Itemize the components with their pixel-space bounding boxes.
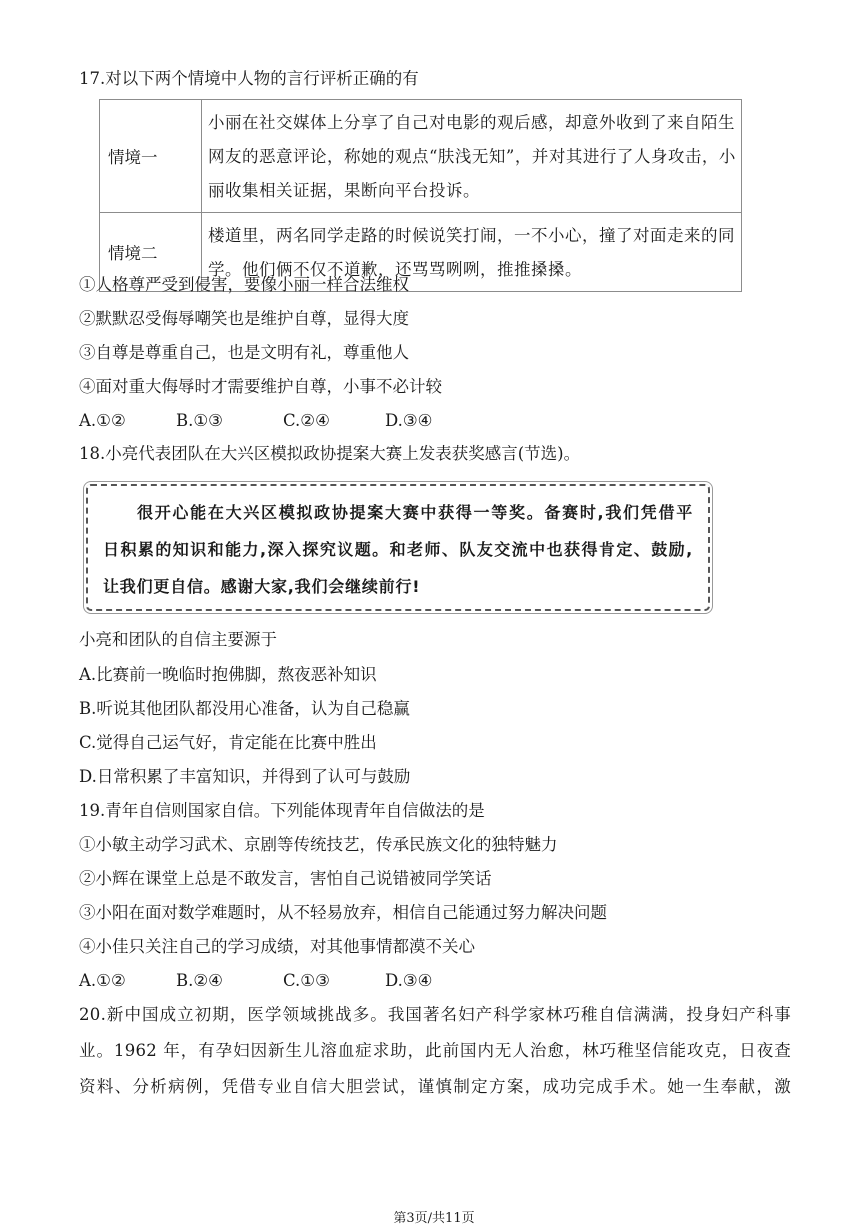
q19-item: ①小敏主动学习武术、京剧等传统技艺，传承民族文化的独特魅力 [79,835,558,854]
q18-option-a: A.比赛前一晚临时抱佛脚，熬夜恶补知识 [79,665,377,684]
q17-item: ④面对重大侮辱时才需要维护自尊，小事不必计较 [79,377,442,396]
q18-option-c: C.觉得自己运气好，肯定能在比赛中胜出 [79,733,377,752]
scenario-table [99,99,742,292]
page-number: 第3页/共11页 [393,1211,475,1226]
q19-item: ②小辉在课堂上总是不敢发言，害怕自己说错被同学笑话 [79,869,492,888]
scene-2-line: 楼道里，两名同学走路的时候说笑打闹，一不小心，撞了对面走来的同 [208,226,735,245]
q18-stem: 18.小亮代表团队在大兴区模拟政协提案大赛上发表获奖感言(节选)。 [79,444,581,463]
q20-line: 20.新中国成立初期，医学领域挑战多。我国著名妇产科学家林巧稚自信满满，投身妇产科事 [79,1005,791,1024]
q18-option-b: B.听说其他团队都没用心准备，认为自己稳赢 [79,699,410,718]
q17-choice-d: D.③④ [385,411,433,430]
scene-2-label: 情境二 [100,213,202,292]
speech-line: 日积累的知识和能力,深入探究议题。和老师、队友交流中也获得肯定、鼓励, [103,540,693,559]
q19-choice-c: C.①③ [283,971,330,990]
q17-item: ③自尊是尊重自己，也是文明有礼，尊重他人 [79,343,409,362]
q17-item: ②默默忍受侮辱嘲笑也是维护自尊，显得大度 [79,309,409,328]
q19-item: ④小佳只关注自己的学习成绩，对其他事情都漠不关心 [79,937,475,956]
scene-1-label: 情境一 [100,100,202,213]
q18-option-d: D.日常积累了丰富知识，并得到了认可与鼓励 [79,767,411,786]
q19-item: ③小阳在面对数学难题时，从不轻易放弃，相信自己能通过努力解决问题 [79,903,607,922]
q20-line: 业。1962 年，有孕妇因新生儿溶血症求助，此前国内无人治愈，林巧稚坚信能攻克，日夜查 [79,1041,791,1060]
scene-1-text [202,100,742,213]
speech-line: 让我们更自信。感谢大家,我们会继续前行! [103,577,421,596]
q19-choice-b: B.②④ [176,971,223,990]
speech-line: 很开心能在大兴区模拟政协提案大赛中获得一等奖。备赛时,我们凭借平 [137,503,693,522]
q17-item: ①人格尊严受到侵害，要像小丽一样合法维权 [79,275,409,294]
q17-choice-a: A.①② [79,411,126,430]
q19-stem: 19.青年自信则国家自信。下列能体现青年自信做法的是 [79,801,485,820]
q17-choice-c: C.②④ [283,411,330,430]
scene-1-line: 丽收集相关证据，果断向平台投诉。 [208,181,480,200]
scene-2-line: 学。他们俩不仅不道歉，还骂骂咧咧，推推搡搡。 [208,260,582,279]
scene-1-line: 小丽在社交媒体上分享了自己对电影的观后感，却意外收到了来自陌生 [208,113,735,132]
q19-choice-d: D.③④ [385,971,433,990]
q17-stem: 17.对以下两个情境中人物的言行评析正确的有 [79,69,419,88]
q20-line: 资料、分析病例，凭借专业自信大胆尝试，谨慎制定方案，成功完成手术。她一生奉献，激 [79,1077,791,1096]
q17-choice-b: B.①③ [176,411,223,430]
q18-question: 小亮和团队的自信主要源于 [79,630,277,649]
speech-text [103,494,693,605]
q19-choice-a: A.①② [79,971,126,990]
scene-1-line: 网友的恶意评论，称她的观点“肤浅无知”，并对其进行了人身攻击，小 [208,147,736,166]
